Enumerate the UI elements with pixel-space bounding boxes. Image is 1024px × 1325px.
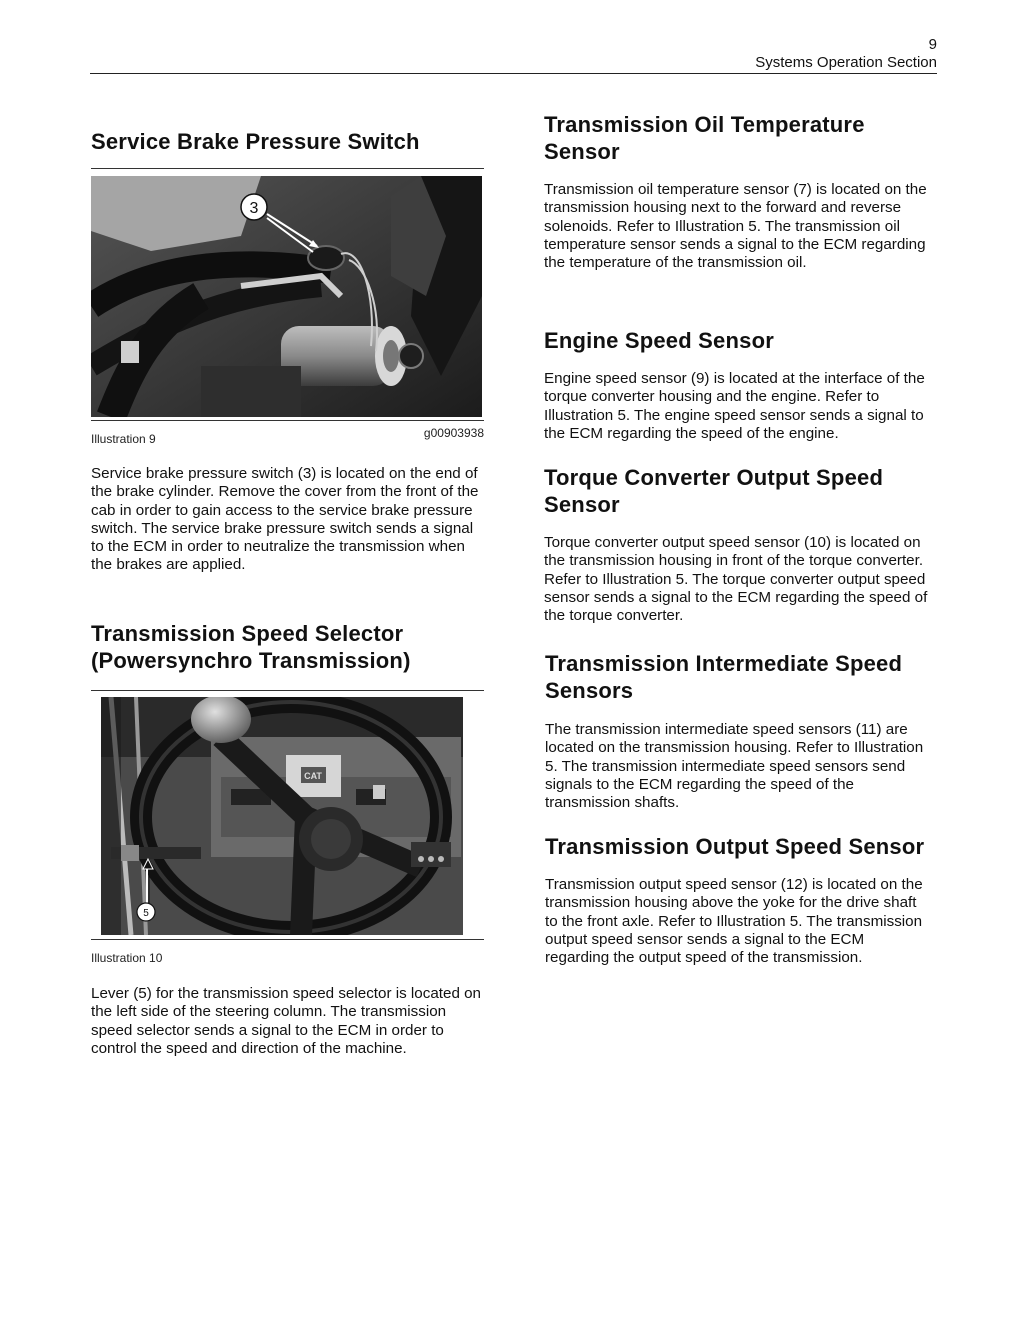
illustration-9-label: Illustration 9 (91, 432, 156, 446)
heading-rule (91, 168, 484, 169)
callout-5: 5 (143, 908, 149, 919)
running-header: Systems Operation Section (755, 54, 937, 71)
heading-rule (91, 690, 484, 691)
oil-temp-body: Transmission oil temperature sensor (7) is located on the transmission housing next to the forward and reverse solenoids. Refer to Illustration 5. The transmission oil temperature sensor sends a signal to the ECM regarding the temperature of the transmission oil. (544, 181, 927, 272)
engine-speed-heading: Engine Speed Sensor (544, 328, 774, 353)
brake-switch-body: Service brake pressure switch (3) is located on the end of the brake cylinder. Remove the cover from the front of the cab in order to gain access to the service brake pressure switch. The service brake pressure switch sends a signal to the ECM in order to neutralize the transmission when the brakes are applied. (91, 465, 479, 574)
output-speed-heading: Transmission Output Speed Sensor (545, 834, 925, 859)
illustration-9-id: g00903938 (423, 426, 484, 440)
photo-rule (91, 420, 484, 421)
brake-switch-photo (91, 176, 482, 417)
engine-speed-body: Engine speed sensor (9) is located at the interface of the torque converter housing and the engine. Refer to Illustration 5. The engine speed sensor sends a signal to the ECM regarding the speed of the engine. (544, 370, 925, 442)
speed-selector-heading: Transmission Speed Selector (Powersynchro Transmission) (91, 621, 411, 673)
output-speed-body: Transmission output speed sensor (12) is located on the transmission housing above the yoke for the drive shaft to the front axle. Refer to Illustration 5. The transmission output speed sensor sends a signal to the ECM regarding the output speed of the transmission. (545, 876, 923, 967)
tc-output-heading: Torque Converter Output Speed Sensor (544, 465, 884, 517)
illustration-10-label: Illustration 10 (91, 951, 163, 965)
page-number: 9 (928, 36, 937, 53)
photo-rule (91, 939, 484, 940)
callout-3: 3 (249, 200, 259, 217)
tc-output-body: Torque converter output speed sensor (10) is located on the transmission housing in front of the torque converter. Refer to Illustration 5. The torque converter output speed sensor sends a signal to the ECM regarding the speed of the torque converter. (544, 534, 928, 625)
speed-selector-body: Lever (5) for the transmission speed selector is located on the left side of the steering column. The transmission speed selector sends a signal to the ECM in order to control the speed and direction of the machine. (91, 985, 482, 1057)
speed-selector-photo (101, 697, 463, 935)
oil-temp-heading: Transmission Oil Temperature Sensor (544, 112, 865, 164)
cat-badge: CAT (304, 771, 322, 781)
brake-switch-heading: Service Brake Pressure Switch (91, 129, 420, 154)
intermediate-body: The transmission intermediate speed sensors (11) are located on the transmission housing. Refer to Illustration 5. The transmission intermediate speed sensors send signals to the ECM regarding the speed of the transmission shafts. (545, 721, 924, 812)
intermediate-heading: Transmission Intermediate Speed Sensors (545, 651, 903, 703)
header-rule (90, 73, 937, 74)
